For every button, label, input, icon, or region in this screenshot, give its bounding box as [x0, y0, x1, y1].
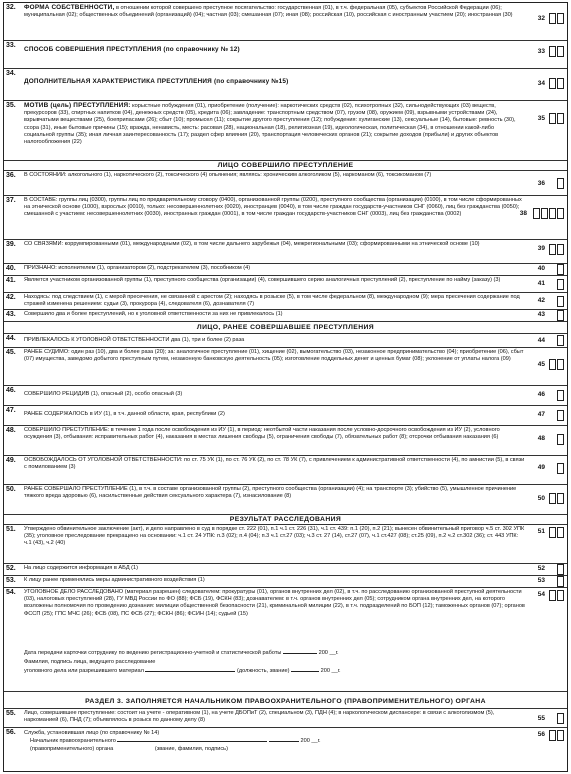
field-code: 48: [537, 435, 545, 442]
field-code: 49: [537, 464, 545, 471]
row-number: 47.: [6, 407, 16, 414]
row-text: Совершило два и более преступлений, но к уголовной ответственности за них не привлекалось (1): [24, 311, 283, 317]
code-box[interactable]: [557, 244, 564, 255]
code-boxes[interactable]: [557, 434, 564, 445]
row-number: 35.: [6, 102, 16, 109]
section-heading-previous: ЛИЦО, РАНЕЕ СОВЕРШАВШЕЕ ПРЕСТУПЛЕНИЯ: [196, 324, 375, 331]
code-box[interactable]: [549, 244, 556, 255]
row-text: СОВЕРШИЛО РЕЦИДИВ (1), опасный (2), особо опасный (3): [24, 391, 183, 397]
row-text: Лицо, совершившее преступление: состоит на учете - оперативном (1), на учете ДБОПиТ (2), специальном (3), ПДН (4); в наркологическом диспансере: в связи с алкоголизмом (5), наркоманией (6), ПНД (7); объявлялось в розыск по данному делу (8): [24, 710, 495, 724]
row-number: 41.: [6, 277, 16, 284]
row-text: УГОЛОВНОЕ ДЕЛО РАССЛЕДОВАНО (материал разрешен) следователем: прокуратуры (01), органов внутренних дел (02), в т.ч. по расследованию организованной преступной деятельности (03), налоговых преступлений (28), ГУ МВД России по ФО (88); ФСБ (19), ФСКН (83); дознавателем: в т.ч. органов внутренних дел (05); сотрудником органа внутренних дел, на которого возложены полномочия по проведению дознания: милиции общественной безопасности (21), криминальной милиции (22), в т.ч. подразделений по БОП (12); таможенных органов (07); органов ФССП (25); ГПС МЧС (26); ФСБ (08), ПС ФСБ (27); ФСКН (86); ФСИН (14); судьей (15): [24, 589, 525, 617]
field-code: 46: [537, 391, 545, 398]
row-49: [4, 456, 567, 485]
signature-line[interactable]: [145, 671, 235, 672]
code-box[interactable]: [549, 13, 556, 24]
row-number: 53.: [6, 577, 16, 584]
code-boxes[interactable]: [557, 564, 564, 575]
code-boxes[interactable]: [557, 410, 564, 421]
field-code: 35: [537, 115, 545, 122]
row-33: [4, 41, 567, 69]
row-48: [4, 426, 567, 456]
code-box[interactable]: [557, 279, 564, 290]
code-box[interactable]: [549, 730, 556, 741]
code-boxes[interactable]: [557, 335, 564, 346]
code-box[interactable]: [557, 434, 564, 445]
row-number: 43.: [6, 311, 16, 318]
code-boxes[interactable]: [533, 208, 564, 219]
code-boxes[interactable]: [549, 359, 564, 370]
row-number: 54.: [6, 589, 16, 596]
row-35: [4, 101, 567, 161]
row-54: [4, 588, 567, 692]
code-box[interactable]: [557, 264, 564, 275]
code-box[interactable]: [549, 493, 556, 504]
field-code: 53: [537, 577, 545, 584]
code-box[interactable]: [557, 410, 564, 421]
row-50: [4, 485, 567, 515]
code-box[interactable]: [557, 527, 564, 538]
field-code: 51: [537, 528, 545, 535]
code-box[interactable]: [557, 13, 564, 24]
row-title: ФОРМА СОБСТВЕННОСТИ,: [24, 4, 115, 11]
row-40: [4, 264, 567, 276]
sig-name-label: Фамилия, подпись лица, ведущего расследование: [24, 659, 156, 665]
field-code: 52: [537, 565, 545, 572]
row-number: 34.: [6, 70, 16, 77]
row-text: В СОСТАВЕ: группы лиц (0300), группы лиц по предварительному сговору (0400), организованной группы (0200), преступного сообщества (организации) (0100), в том числе сформированных на этнической основе (1000), взрослых (0010), только: несовершеннолетних (0020), иностранцев (0040), в том числе граждан государств-участников СНГ (0060), лиц без гражданства (0050); смешанной с участием: несовершеннолетних (0030), иностранных граждан (0001), в том числе граждан государств-участников СНГ (0003), лиц без гражданства (0002): [24, 197, 522, 218]
row-number: 32.: [6, 4, 16, 11]
code-box[interactable]: [557, 576, 564, 587]
code-boxes[interactable]: [549, 527, 564, 538]
row-number: 42.: [6, 294, 16, 301]
row-text: СОВЕРШИЛО ПРЕСТУПЛЕНИЕ: в течение 1 года после освобождения из ИУ (1), в период: неотбытой части наказания после условно-досрочного освобождения из ИУ (2), условного осуждения (3), отбывания: исправительных работ (4), наказания в местах лишения свободы (5), ограничения свободы (7), обязательных работ (8); отсрочки отбывания наказания (6): [24, 427, 500, 441]
code-box[interactable]: [557, 78, 564, 89]
section-heading-result: РЕЗУЛЬТАТ РАССЛЕДОВАНИЯ: [229, 516, 342, 523]
code-boxes[interactable]: [549, 13, 564, 24]
field-code: 56: [537, 731, 545, 738]
row-39: [4, 240, 567, 264]
code-box[interactable]: [557, 463, 564, 474]
code-boxes[interactable]: [557, 279, 564, 290]
sig-date-label: Дата передачи карточки сотруднику по ведению регистрационно-учетной и статистической работы: [24, 650, 282, 656]
row-32: [4, 3, 567, 41]
row-52: [4, 564, 567, 576]
signature-block: [24, 649, 561, 676]
row-number: 39.: [6, 241, 16, 248]
date-line[interactable]: [269, 741, 299, 742]
head-label: Начальник правоохранительного: [30, 738, 116, 744]
code-box[interactable]: [557, 359, 564, 370]
row-number: 33.: [6, 42, 16, 49]
row-text: СО СВЯЗЯМИ: коррумпированными (01), международными (02), в том числе дальнего зарубежья (04), межрегиональными (03); сформированными на этнической основе (10): [24, 241, 480, 247]
row-number: 44.: [6, 335, 16, 342]
code-boxes[interactable]: [557, 390, 564, 401]
row-number: 52.: [6, 565, 16, 572]
row-text: в отношении которой совершено преступное посягательство: государственная (01), в т.ч. федеральная (05), субъектов Российской Федерации (06); муниципальная (02); общественных объединений (организаций) (04); частная (03); смешанная (07); иная (08); российская (10), российская с иностранным участием (20); иностранная (30): [24, 5, 513, 19]
row-title: ДОПОЛНИТЕЛЬНАЯ ХАРАКТЕРИСТИКА ПРЕСТУПЛЕНИЯ (по справочнику №15): [24, 78, 289, 85]
field-code: 40: [537, 265, 545, 272]
field-code: 47: [537, 411, 545, 418]
code-box[interactable]: [549, 590, 556, 601]
row-56: [4, 728, 567, 771]
field-code: 42: [537, 297, 545, 304]
row-text: корыстные побуждения (01), приобретение (получение): наркотических средств (02), психотропных (32), сильнодействующих (03) веществ, прекурсоров (33), спиртных напитков (04), денежных средств (05), кредита (06); завладение: транспортным средством (07), грузом (08), оружием (09), взрывными устройствами (24), взрывчатыми веществами (25), боеприпасами (26); сбыт (10); промысел (11); сокрытие другого преступления (12); побуждения: хулиганские (13), сексуальные (14), бытовые: ревность (30), ссора (31), иные бытовые причины (15); вражда, ненависть, месть: расовая (28), национальная (18), религиозная (19), идеологическая, политическая (34), в отношении какой-либо социальной группы (35); иная личная заинтересованность (17); раздел сфер влияния (20), транспортация человеческих органов (21); сокрытие доходов (прибыли) и других объектов налогообложения (22): [24, 103, 516, 146]
code-box[interactable]: [549, 527, 556, 538]
code-boxes[interactable]: [557, 264, 564, 275]
code-box[interactable]: [557, 178, 564, 189]
field-code: 54: [537, 591, 545, 598]
code-boxes[interactable]: [557, 463, 564, 474]
code-boxes[interactable]: [557, 310, 564, 321]
row-55: [4, 708, 567, 728]
code-boxes[interactable]: [549, 493, 564, 504]
field-code: 41: [537, 280, 545, 287]
row-number: 40.: [6, 265, 16, 272]
row-text: РАНЕЕ СУДИМО: один раз (10), два и более раза (20); за: аналогичное преступление (01), хищение (02), вымогательство (03), незаконное предпринимательство (04); приобретение (06), сбыт (07) имущества, заведомо добытого преступным путем, незаконную банковскую деятельность (05); изготовление поддельных денег и ценных бумаг (08); уклонение от уплаты налога (09): [24, 349, 524, 363]
code-box[interactable]: [549, 208, 556, 219]
field-code: 33: [537, 48, 545, 55]
code-boxes[interactable]: [549, 113, 564, 124]
code-box[interactable]: [549, 78, 556, 89]
code-boxes[interactable]: [549, 78, 564, 89]
row-text: В СОСТОЯНИИ: алкогольного (1), наркотического (2), токсического (4) опьянения; являясь: хроническим алкоголиком (5), наркоманом (6), токсикоманом (7): [24, 172, 432, 178]
row-number: 49.: [6, 457, 16, 464]
row-number: 45.: [6, 349, 16, 356]
row-number: 51.: [6, 526, 16, 533]
row-36: [4, 170, 567, 196]
row-title: МОТИВ (цель) ПРЕСТУПЛЕНИЯ:: [24, 102, 131, 109]
code-box[interactable]: [541, 208, 548, 219]
code-box[interactable]: [549, 359, 556, 370]
field-code: 36: [537, 180, 545, 187]
row-text: Является участником организованной группы (1), преступного сообщества (организации) (4), совершившего серию аналогичных преступлений (2), преступление по найму (заказу) (3): [24, 277, 501, 283]
row-46: [4, 386, 567, 406]
row-number: 56.: [6, 729, 16, 736]
date-line[interactable]: [291, 671, 319, 672]
row-45: [4, 348, 567, 386]
field-code: 38: [519, 210, 527, 217]
code-box[interactable]: [557, 713, 564, 724]
code-box[interactable]: [557, 390, 564, 401]
row-text: Утверждено обвинительное заключение (акт), и дело направлено в суд в порядке ст. 222 (01), п.1 ч.1 ст. 226 (31), ч.1 ст. 439: п.1 (20), п.2 (21); вынесен обвинительный приговор ч.5 ст. 302 УПК (35); уголовное преследование прекращено на основании: ч.1 ст. 24 УПК: п.3 (02); п.4 (04); п.3 ч.1 ст.27 (03); ч.3 ст. 27 (14), ст.27 (07), ч.1 ст.427 (08); ст.25 (09), п.2 ч.2 ст.302 (36); ст. 443 УПК: ч.1 (43), ч.2 (40): [24, 526, 525, 547]
row-text: Служба, установившая лицо (по справочнику № 14): [24, 730, 160, 736]
code-boxes[interactable]: [549, 244, 564, 255]
code-box[interactable]: [557, 113, 564, 124]
code-box[interactable]: [557, 310, 564, 321]
code-box[interactable]: [557, 208, 564, 219]
row-number: 46.: [6, 387, 16, 394]
agency-label: (правоприменительного) органа: [30, 746, 114, 752]
section-heading-head-of-agency: РАЗДЕЛ 3. ЗАПОЛНЯЕТСЯ НАЧАЛЬНИКОМ ПРАВООХРАНИТЕЛЬНОГО (ПРАВОПРИМЕНИТЕЛЬНОГО) ОРГАНА: [85, 698, 486, 705]
field-code: 50: [537, 495, 545, 502]
row-text: ПРИЗНАНО: исполнителем (1), организатором (2), подстрекателем (3), пособником (4): [24, 265, 251, 271]
signature-line[interactable]: [117, 741, 267, 742]
date-line[interactable]: [283, 653, 317, 654]
row-text: РАНЕЕ СОВЕРШАЛО ПРЕСТУПЛЕНИЕ (1), в т.ч. в составе организованной группы (2), преступного сообщества (организации) (4); на транспорте (3); убийство (5), умышленное причинение тяжкого вреда здоровью (6), насильственные действия сексуального характера (7), изнасилование (8): [24, 486, 517, 500]
code-boxes[interactable]: [557, 576, 564, 587]
field-code: 45: [537, 361, 545, 368]
sig-material-label: уголовного дела или разрешившего материал: [24, 668, 144, 674]
row-number: 55.: [6, 710, 16, 717]
code-box[interactable]: [557, 493, 564, 504]
code-boxes[interactable]: [557, 713, 564, 724]
sig-hint: (звание, фамилия, подпись): [154, 746, 228, 752]
code-boxes[interactable]: [557, 178, 564, 189]
row-text: ПРИВЛЕКАЛОСЬ К УГОЛОВНОЙ ОТВЕТСТВЕННОСТИ два (1), три и более (2) раза: [24, 337, 245, 343]
row-number: 37.: [6, 197, 16, 204]
row-title: СПОСОБ СОВЕРШЕНИЯ ПРЕСТУПЛЕНИЯ (по справочнику № 12): [24, 46, 240, 53]
field-code: 44: [537, 337, 545, 344]
sig-year-2: 200 __г.: [320, 668, 341, 674]
field-code: 39: [537, 245, 545, 252]
row-41: [4, 276, 567, 293]
row-37: [4, 196, 567, 240]
sig-position-hint: (должность, звание): [236, 668, 290, 674]
code-boxes[interactable]: [549, 590, 564, 601]
sig-year: 200 __г.: [318, 650, 339, 656]
row-47: [4, 406, 567, 426]
code-box[interactable]: [557, 564, 564, 575]
sig-year-3: 200 __г.: [300, 738, 321, 744]
code-box[interactable]: [533, 208, 540, 219]
code-boxes[interactable]: [557, 296, 564, 307]
section-heading-offender: ЛИЦО СОВЕРШИЛО ПРЕСТУПЛЕНИЕ: [217, 162, 354, 169]
field-code: 32: [537, 15, 545, 22]
criminal-record-form: [3, 2, 568, 772]
row-number: 36.: [6, 172, 16, 179]
row-text: ОСВОБОЖДАЛОСЬ ОТ УГОЛОВНОЙ ОТВЕТСТВЕННОСТИ: по ст. 75 УК (1), по ст. 76 УК (2), по ст. 78 УК (7), с привлечением к административной ответственности (4), по амнистии (5), в связи с помилованием (3): [24, 457, 525, 471]
row-43: [4, 310, 567, 322]
code-box[interactable]: [557, 590, 564, 601]
field-code: 34: [537, 80, 545, 87]
row-number: 48.: [6, 427, 16, 434]
row-text: Находясь: под следствием (1), с мерой пресечения, не связанной с арестом (2); находясь в розыске (5), в том числе федеральном (8), международном (9); мера пресечения содержание под стражей изменена решением: судьи (3), прокурора (4), следователя (6), дознавателя (7): [24, 294, 520, 308]
row-text: На лицо содержится информация в АБД (1): [24, 565, 138, 571]
field-code: 43: [537, 311, 545, 318]
code-box[interactable]: [549, 113, 556, 124]
row-51: [4, 524, 567, 564]
code-box[interactable]: [549, 46, 556, 57]
row-53: [4, 576, 567, 588]
code-box[interactable]: [557, 730, 564, 741]
code-box[interactable]: [557, 46, 564, 57]
row-44: [4, 333, 567, 348]
code-box[interactable]: [557, 335, 564, 346]
row-34: [4, 69, 567, 101]
row-42: [4, 293, 567, 310]
code-boxes[interactable]: [549, 730, 564, 741]
code-boxes[interactable]: [549, 46, 564, 57]
row-text: РАНЕЕ СОДЕРЖАЛОСЬ в ИУ (1), в т.ч. данной области, края, республики (2): [24, 411, 225, 417]
row-text: К лицу ранее применялись меры административного воздействия (1): [24, 577, 205, 583]
code-box[interactable]: [557, 296, 564, 307]
row-number: 50.: [6, 486, 16, 493]
field-code: 55: [537, 715, 545, 722]
